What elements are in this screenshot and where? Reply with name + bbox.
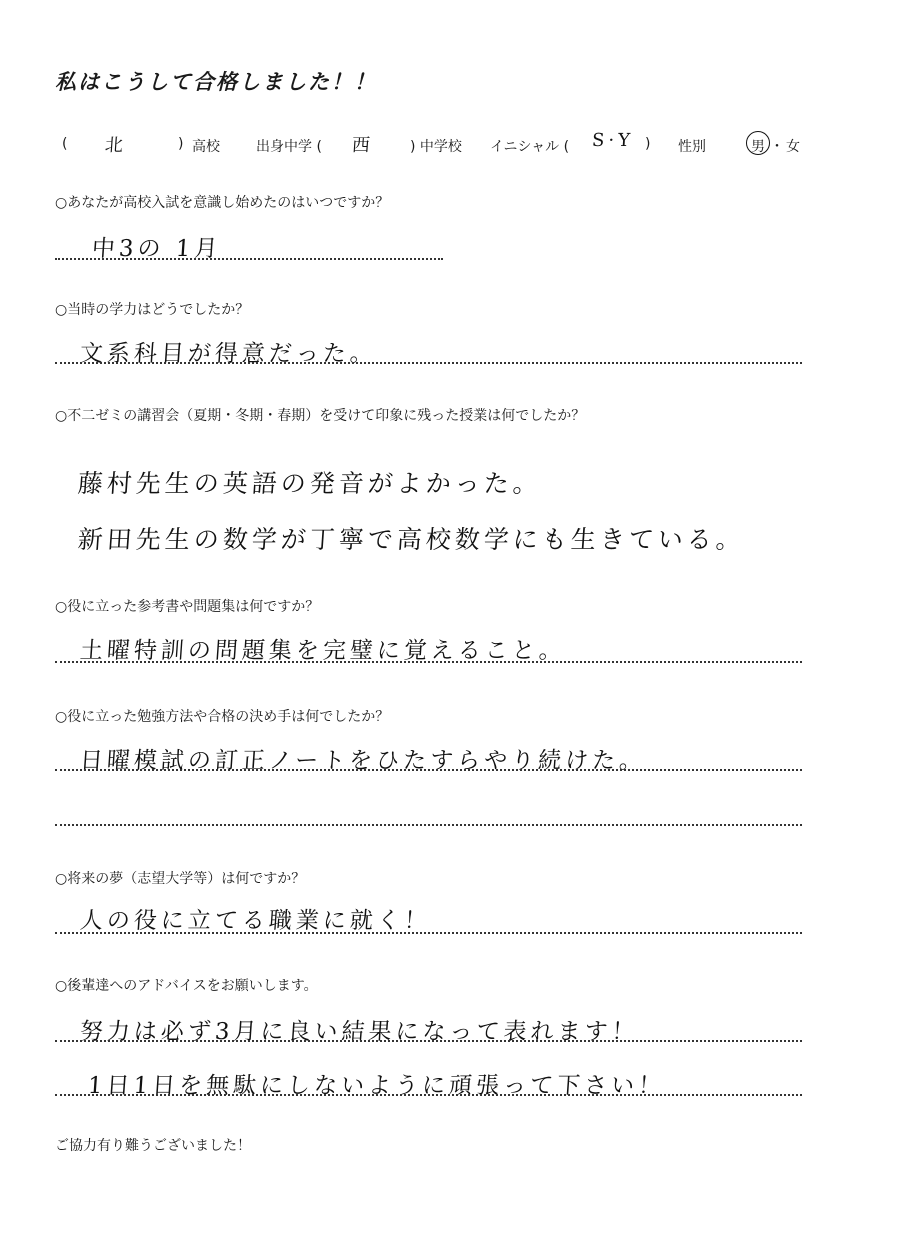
school-paren-close: ) <box>178 136 184 152</box>
question-4: ○役に立った参考書や問題集は何ですか？ <box>55 599 320 615</box>
answer-6-line-1: 人の役に立てる職業に就く！ <box>78 908 432 934</box>
gender-separator: ・ <box>770 139 784 155</box>
answer-rule <box>55 824 802 826</box>
answer-7-line-1: 努力は必ず3月に良い結果になって表れます！ <box>78 1019 640 1045</box>
jhs-label: ) 中学校 <box>410 139 462 155</box>
answer-1-line-1: 中3の 1月 <box>90 236 223 262</box>
school-label: 高校 <box>192 139 220 155</box>
school-paren-open: ( <box>62 136 68 152</box>
initial-close: ) <box>645 136 651 152</box>
footer-thanks: ご協力有り難うございました！ <box>55 1138 251 1154</box>
answer-7-line-2: 1日1日を無駄にしないように頑張って下さい！ <box>86 1073 667 1099</box>
question-7: ○後輩達へのアドバイスをお願いします。 <box>55 978 318 994</box>
school-value: 北 <box>104 135 128 156</box>
answer-3-line-1: 藤村先生の英語の発音がよかった。 <box>76 469 543 498</box>
jhs-value: 西 <box>351 135 375 156</box>
question-2: ○当時の学力はどうでしたか？ <box>55 302 250 318</box>
jhs-prefix: 出身中学 ( <box>256 139 322 155</box>
answer-rule <box>55 1040 802 1042</box>
question-6: ○将来の夢（志望大学等）は何ですか？ <box>55 871 306 887</box>
form-title: 私はこうして合格しました！！ <box>55 70 377 94</box>
gender-label: 性別 <box>678 139 706 155</box>
initial-value: S·Y <box>591 130 635 151</box>
answer-5-line-1: 日曜模試の訂正ノートをひたすらやり続けた。 <box>78 748 648 774</box>
answer-2-line-1: 文系科目が得意だった。 <box>78 341 378 367</box>
initial-prefix: イニシャル ( <box>490 139 570 155</box>
question-3: ○不二ゼミの講習会（夏期・冬期・春期）を受けて印象に残った授業は何でしたか？ <box>55 408 586 424</box>
gender-other: 女 <box>786 139 800 155</box>
question-1: ○あなたが高校入試を意識し始めたのはいつですか？ <box>55 195 390 211</box>
answer-rule <box>55 769 802 771</box>
gender-value: 男 <box>751 139 765 155</box>
answer-rule <box>55 1094 802 1096</box>
answer-rule <box>55 661 802 663</box>
answer-rule <box>55 258 443 260</box>
answer-rule <box>55 932 802 934</box>
answer-rule <box>55 362 802 364</box>
answer-3-line-2: 新田先生の数学が丁寧で高校数学にも生きている。 <box>76 525 746 554</box>
question-5: ○役に立った勉強方法や合格の決め手は何でしたか？ <box>55 709 390 725</box>
answer-4-line-1: 土曜特訓の問題集を完璧に覚えること。 <box>78 638 567 664</box>
